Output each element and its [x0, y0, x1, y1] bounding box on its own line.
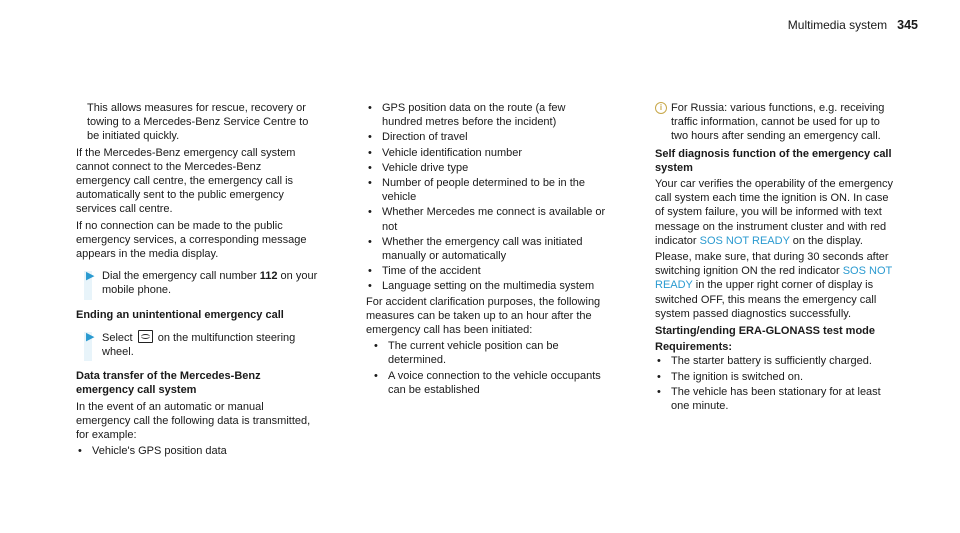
list-item-text: A voice connection to the vehicle occupants can be established: [388, 369, 601, 396]
sos-indicator-label: SOS NOT READY: [655, 265, 893, 292]
step-arrow-icon: ▶: [86, 330, 95, 343]
bullet-icon: •: [368, 146, 372, 159]
info-text: For Russia: various functions, e.g. receiving traffic information, cannot be used for up to two hours after sending an emergency call.: [671, 102, 885, 143]
bullet-icon: •: [374, 369, 378, 382]
step-text: on the multifunction steering wheel.: [102, 331, 296, 359]
list-item: [366, 130, 608, 144]
info-icon: i: [655, 102, 667, 114]
paragraph-text: Your car verifies the operability of the emergency call system each time the ignition is ON. In case of system failure, you will be informed with text message on the instrument cluster and with red indicator: [655, 178, 894, 247]
list-item: [366, 101, 608, 129]
list-item: [366, 176, 608, 204]
paragraph: [655, 250, 897, 321]
list-item: [366, 205, 608, 233]
list-item: [655, 385, 897, 413]
bullet-icon: •: [368, 206, 372, 219]
list-item: [655, 370, 897, 384]
list-item-text: Language setting on the multimedia system: [382, 280, 595, 293]
emergency-number: 112: [259, 270, 278, 283]
paragraph: If no connection can be made to the public emergency services, a corresponding message appears in the media display.: [76, 219, 307, 261]
list-item: [76, 444, 318, 458]
section-heading: Data transfer of the Mercedes-Benz emergency call system: [76, 370, 261, 397]
list-item-text: Number of people determined to be in the vehicle: [382, 177, 586, 204]
column-left: [76, 101, 318, 459]
paragraph: In the event of an automatic or manual emergency call the following data is transmitted, for example:: [76, 400, 311, 442]
list-item-text: GPS position data on the route (a few hundred metres before the incident): [382, 102, 566, 129]
intro-paragraph: This allows measures for rescue, recovery or towing to a Mercedes-Benz Service Centre to be initiated quickly.: [87, 102, 309, 143]
requirements-list: [655, 354, 897, 413]
list-item-text: Vehicle identification number: [382, 146, 523, 159]
hang-up-button-icon: [138, 330, 153, 343]
bullet-icon: •: [368, 161, 372, 174]
list-item-text: Vehicle's GPS position data: [92, 445, 227, 458]
section-title: Multimedia system: [787, 18, 888, 32]
list-item: [366, 146, 608, 160]
list-item: [655, 354, 897, 368]
paragraph-text: on the display.: [789, 234, 863, 247]
paragraph: If the Mercedes-Benz emergency call system cannot connect to the Mercedes-Benz emergency call centre, the emergency call is automatically sent to the public emergency services call centre.: [76, 146, 296, 216]
list-item: [366, 161, 608, 175]
list-item-text: Whether the emergency call was initiated manually or automatically: [382, 235, 583, 263]
section-heading: Ending an unintentional emergency call: [76, 308, 284, 321]
bullet-icon: •: [368, 235, 372, 248]
paragraph: For accident clarification purposes, the following measures can be taken up to an hour after the emergency call has been initiated:: [366, 295, 601, 337]
bullet-icon: •: [368, 102, 372, 114]
list-item-text: Vehicle drive type: [382, 161, 469, 174]
list-item: [366, 235, 608, 263]
bullet-icon: •: [657, 355, 661, 368]
bullet-list: [76, 444, 318, 458]
list-item-text: The ignition is switched on.: [671, 370, 804, 383]
requirements-label: Requirements:: [655, 341, 733, 354]
bullet-list: [366, 101, 608, 294]
list-item-text: Whether Mercedes me connect is available or not: [382, 206, 606, 233]
step-text: Dial the emergency call number: [102, 270, 260, 283]
info-note: [655, 101, 897, 144]
sos-indicator-label: SOS NOT READY: [699, 234, 790, 247]
step-text: on your mobile phone.: [102, 270, 318, 297]
column-middle: [366, 101, 608, 398]
paragraph-text: Please, make sure, that during 30 seconds after switching ignition ON the red indicator: [655, 251, 889, 278]
bullet-icon: •: [657, 370, 661, 383]
list-item: [372, 369, 608, 397]
bullet-icon: •: [374, 340, 378, 353]
section-heading: Starting/ending ERA-GLONASS test mode: [655, 325, 876, 338]
list-item: [366, 264, 608, 278]
paragraph: [655, 177, 897, 248]
step-text: Select: [102, 331, 136, 344]
step-arrow-icon: ▶: [86, 270, 95, 283]
paragraph-text: in the upper right corner of display is switched OFF, this means the emergency call system passed diagnostics successfully.: [655, 279, 877, 320]
bullet-icon: •: [368, 177, 372, 190]
list-item-text: Direction of travel: [382, 131, 468, 144]
list-item-text: The vehicle has been stationary for at least one minute.: [671, 385, 881, 413]
bullet-icon: •: [78, 445, 82, 458]
list-item-text: The starter battery is sufficiently charged.: [671, 355, 872, 368]
column-right: [655, 101, 897, 414]
list-item: [366, 279, 608, 293]
instruction-step: [76, 330, 318, 359]
list-item-text: Time of the accident: [382, 265, 481, 278]
bullet-icon: •: [368, 265, 372, 278]
bullet-icon: •: [368, 131, 372, 144]
instruction-step: [76, 269, 318, 297]
section-heading: Self diagnosis function of the emergency call system: [655, 147, 892, 174]
page-header: [788, 18, 918, 32]
bullet-icon: •: [368, 280, 372, 293]
sub-bullet-list: [366, 339, 608, 397]
list-item-text: The current vehicle position can be determined.: [388, 340, 559, 367]
list-item: [372, 339, 608, 367]
page-number: 345: [897, 18, 918, 32]
bullet-icon: •: [657, 385, 661, 398]
